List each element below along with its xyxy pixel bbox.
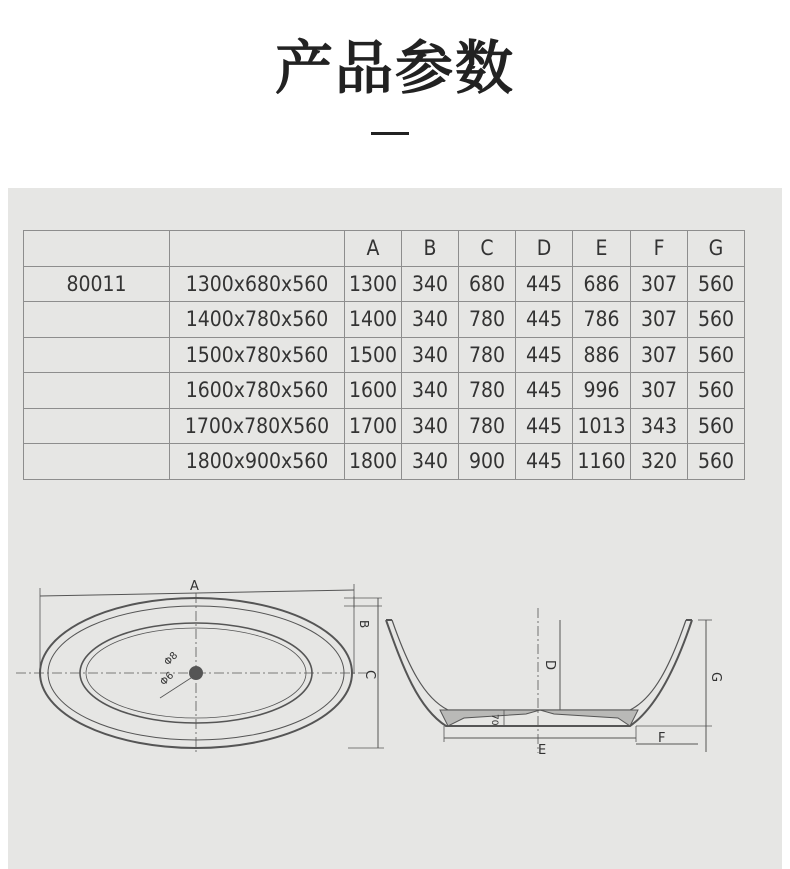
table-row: [24, 266, 745, 302]
value-b-cell: 340: [402, 266, 459, 302]
table-row: [24, 373, 745, 409]
size-cell: 1700x780X560: [170, 408, 345, 444]
value-f-cell: 320: [631, 444, 688, 480]
size-cell: 1600x780x560: [170, 373, 345, 409]
value-f-cell: 307: [631, 373, 688, 409]
value-a-cell: 1700: [345, 408, 402, 444]
value-e-cell: 686: [573, 266, 631, 302]
value-f-cell: 343: [631, 408, 688, 444]
value-e-cell: 886: [573, 337, 631, 373]
bathtub-technical-drawing: [8, 568, 782, 868]
header-col-a: A: [345, 231, 402, 267]
table-row: [24, 408, 745, 444]
size-cell: 1800x900x560: [170, 444, 345, 480]
header-col-b: B: [402, 231, 459, 267]
value-g-cell: 560: [688, 373, 745, 409]
value-b-cell: 340: [402, 444, 459, 480]
side-view: [386, 608, 723, 758]
model-cell: [24, 337, 170, 373]
value-b-cell: 340: [402, 408, 459, 444]
model-cell: [24, 373, 170, 409]
drain-label-2: Φ6: [158, 670, 177, 689]
model-cell: [24, 444, 170, 480]
table-row: [24, 337, 745, 373]
label-g: G: [708, 672, 723, 683]
page-header: [0, 0, 790, 188]
label-d: D: [542, 660, 557, 671]
label-a: A: [190, 579, 199, 594]
value-f-cell: 307: [631, 302, 688, 338]
value-c-cell: 780: [459, 337, 516, 373]
table-header-row: [24, 231, 745, 267]
label-e: E: [538, 743, 547, 758]
model-cell: [24, 408, 170, 444]
value-e-cell: 1013: [573, 408, 631, 444]
size-cell: 1400x780x560: [170, 302, 345, 338]
drain-label-1: Φ8: [162, 650, 181, 669]
value-g-cell: 560: [688, 266, 745, 302]
value-a-cell: 1800: [345, 444, 402, 480]
value-c-cell: 900: [459, 444, 516, 480]
value-d-cell: 445: [516, 444, 573, 480]
header-col-e: E: [573, 231, 631, 267]
value-a-cell: 1400: [345, 302, 402, 338]
header-size-cell: [170, 231, 345, 267]
header-col-g: G: [688, 231, 745, 267]
value-g-cell: 560: [688, 408, 745, 444]
value-e-cell: 1160: [573, 444, 631, 480]
value-d-cell: 445: [516, 337, 573, 373]
header-col-d: D: [516, 231, 573, 267]
value-c-cell: 780: [459, 373, 516, 409]
top-view: [16, 579, 384, 753]
value-e-cell: 786: [573, 302, 631, 338]
title-underline: [371, 132, 409, 135]
value-a-cell: 1500: [345, 337, 402, 373]
label-b: B: [357, 620, 371, 629]
value-c-cell: 780: [459, 302, 516, 338]
spec-panel: [8, 188, 782, 869]
page-title: 产品参数: [274, 34, 515, 102]
value-g-cell: 560: [688, 444, 745, 480]
header-col-c: C: [459, 231, 516, 267]
header-col-f: F: [631, 231, 688, 267]
side-inner-shell: [392, 620, 686, 710]
value-f-cell: 307: [631, 266, 688, 302]
value-b-cell: 340: [402, 337, 459, 373]
value-b-cell: 340: [402, 373, 459, 409]
value-d-cell: 445: [516, 408, 573, 444]
spec-table: [23, 230, 745, 480]
value-d-cell: 445: [516, 266, 573, 302]
header-model-cell: [24, 231, 170, 267]
table-row: [24, 302, 745, 338]
model-cell: 80011: [24, 266, 170, 302]
value-g-cell: 560: [688, 302, 745, 338]
size-cell: 1500x780x560: [170, 337, 345, 373]
label-f: F: [658, 731, 666, 746]
value-d-cell: 445: [516, 302, 573, 338]
value-f-cell: 307: [631, 337, 688, 373]
value-g-cell: 560: [688, 337, 745, 373]
side-base: [440, 710, 638, 726]
value-a-cell: 1300: [345, 266, 402, 302]
value-d-cell: 445: [516, 373, 573, 409]
size-cell: 1300x680x560: [170, 266, 345, 302]
model-cell: [24, 302, 170, 338]
table-row: [24, 444, 745, 480]
value-b-cell: 340: [402, 302, 459, 338]
label-c: C: [362, 670, 377, 680]
value-c-cell: 680: [459, 266, 516, 302]
drain-height-label: 70: [489, 714, 499, 726]
value-a-cell: 1600: [345, 373, 402, 409]
value-e-cell: 996: [573, 373, 631, 409]
value-c-cell: 780: [459, 408, 516, 444]
